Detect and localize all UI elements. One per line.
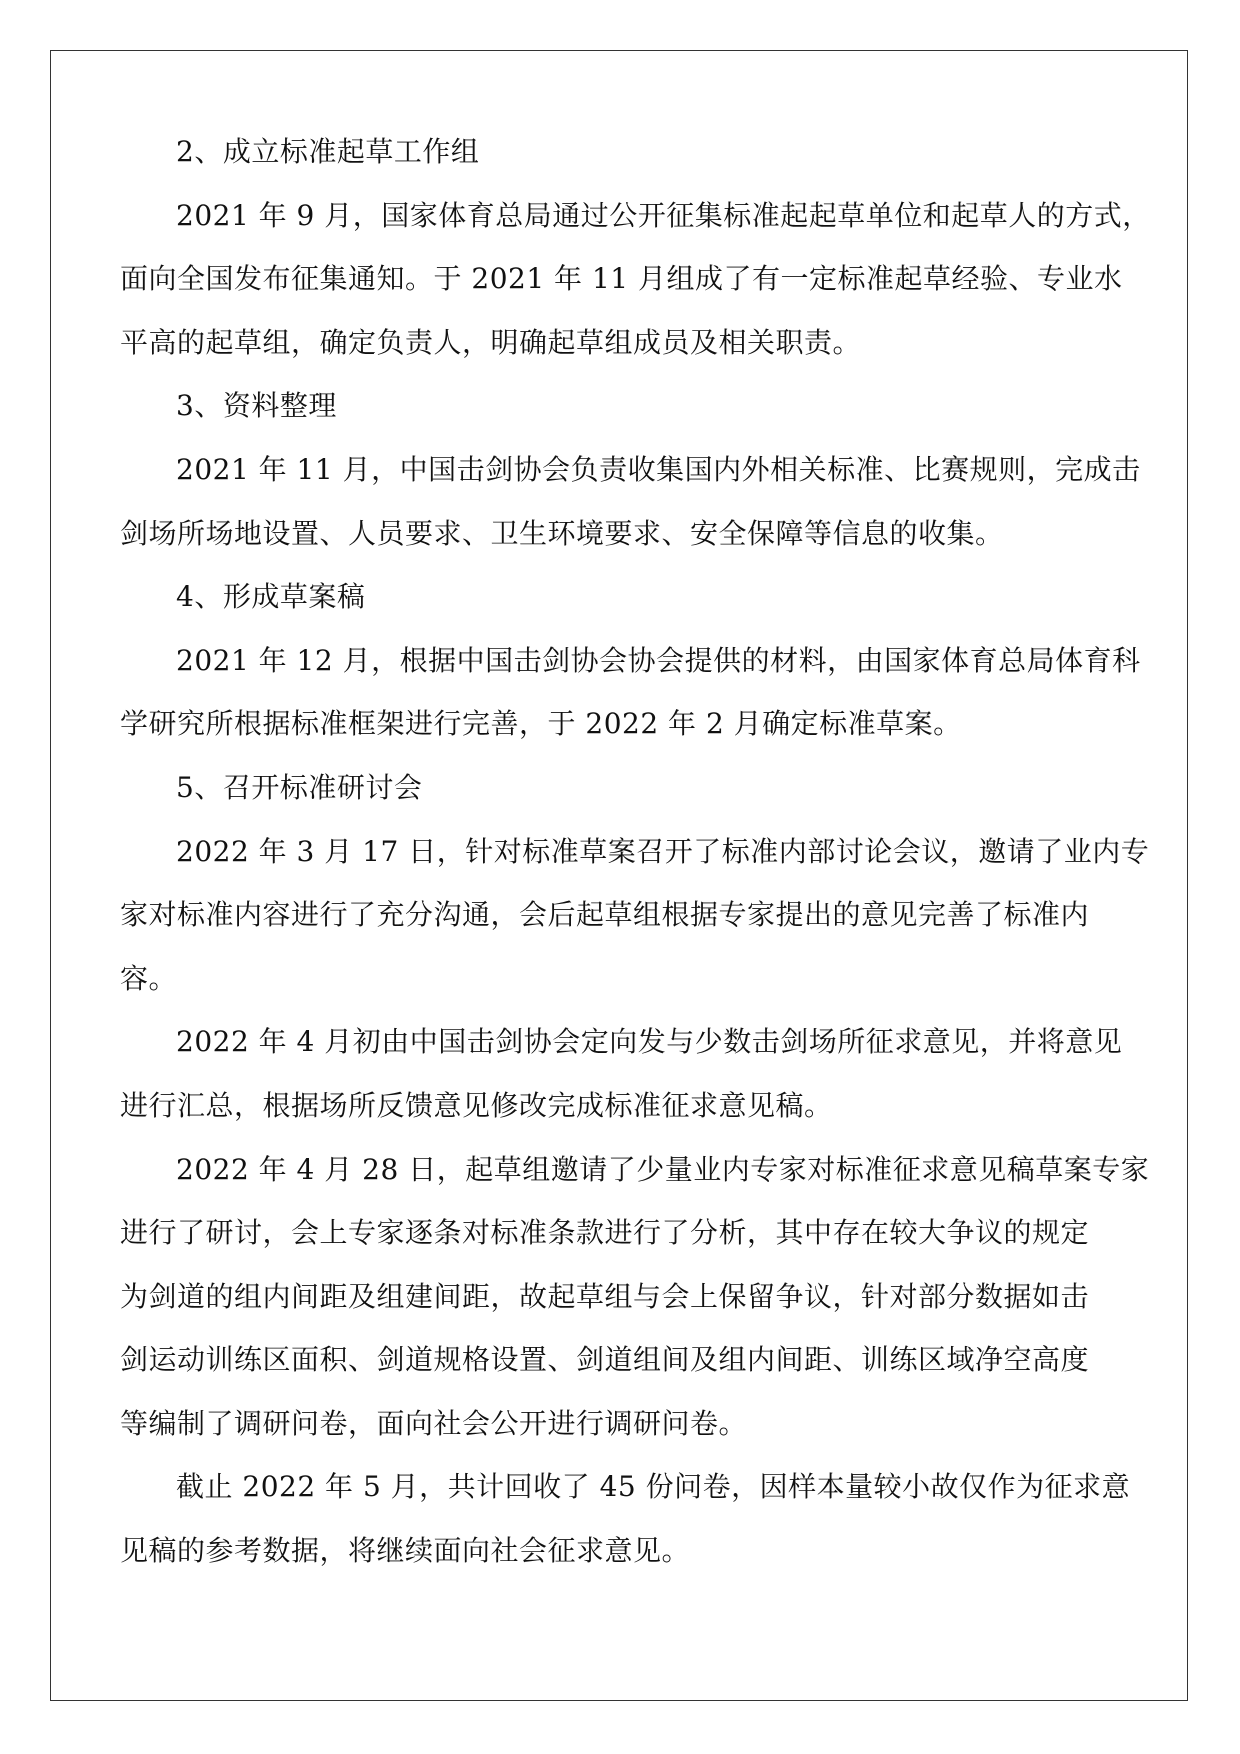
paragraph-line: 平高的起草组，确定负责人，明确起草组成员及相关职责。 (120, 325, 862, 359)
paragraph (120, 1138, 1150, 1456)
paragraph-line: 2022 年 4 月初由中国击剑协会定向发与少数击剑场所征求意见，并将意见 (176, 1025, 1123, 1059)
paragraph-line: 2022 年 3 月 17 日，针对标准草案召开了标准内部讨论会议，邀请了业内专 (176, 834, 1150, 868)
paragraph-line: 2022 年 4 月 28 日，起草组邀请了少量业内专家对标准征求意见稿草案专家 (176, 1152, 1150, 1186)
document-body (120, 120, 1151, 1583)
paragraph-line: 2021 年 9 月，国家体育总局通过公开征集标准起起草单位和起草人的方式， (176, 198, 1151, 232)
section-heading: 5、召开标准研讨会 (176, 770, 423, 804)
section-heading: 2、成立标准起草工作组 (176, 135, 480, 168)
paragraph-line: 面向全国发布征集通知。于 2021 年 11 月组成了有一定标准起草经验、专业水 (120, 262, 1123, 296)
paragraph-line: 2021 年 11 月，中国击剑协会负责收集国内外相关标准、比赛规则，完成击 (176, 452, 1141, 486)
paragraph (120, 184, 1151, 375)
paragraph-line: 进行汇总，根据场所反馈意见修改完成标准征求意见稿。 (120, 1088, 833, 1122)
paragraph-line: 容。 (120, 961, 178, 995)
paragraph-line: 见稿的参考数据，将继续面向社会征求意见。 (120, 1534, 691, 1568)
paragraph (120, 438, 1141, 565)
paragraph-line: 2021 年 12 月，根据中国击剑协会协会提供的材料，由国家体育总局体育科 (176, 643, 1141, 677)
section-heading: 4、形成草案稿 (176, 580, 366, 614)
paragraph-line: 等编制了调研问卷，面向社会公开进行调研问卷。 (120, 1406, 748, 1440)
section-heading: 3、资料整理 (176, 389, 337, 423)
paragraph-line: 截止 2022 年 5 月，共计回收了 45 份问卷，因样本量较小故仅作为征求意 (176, 1470, 1131, 1504)
paragraph (120, 820, 1150, 1011)
paragraph-line: 进行了研讨，会上专家逐条对标准条款进行了分析，其中存在较大争议的规定 (120, 1216, 1090, 1250)
paragraph (120, 1010, 1123, 1137)
paragraph (120, 1455, 1131, 1582)
paragraph-line: 学研究所根据标准框架进行完善，于 2022 年 2 月确定标准草案。 (120, 707, 962, 741)
paragraph (120, 629, 1141, 756)
paragraph-line: 家对标准内容进行了充分沟通，会后起草组根据专家提出的意见完善了标准内 (120, 898, 1090, 932)
paragraph-line: 为剑道的组内间距及组建间距，故起草组与会上保留争议，针对部分数据如击 (120, 1279, 1090, 1313)
paragraph-line: 剑运动训练区面积、剑道规格设置、剑道组间及组内间距、训练区域净空高度 (120, 1343, 1090, 1377)
paragraph-line: 剑场所场地设置、人员要求、卫生环境要求、安全保障等信息的收集。 (120, 516, 1004, 550)
